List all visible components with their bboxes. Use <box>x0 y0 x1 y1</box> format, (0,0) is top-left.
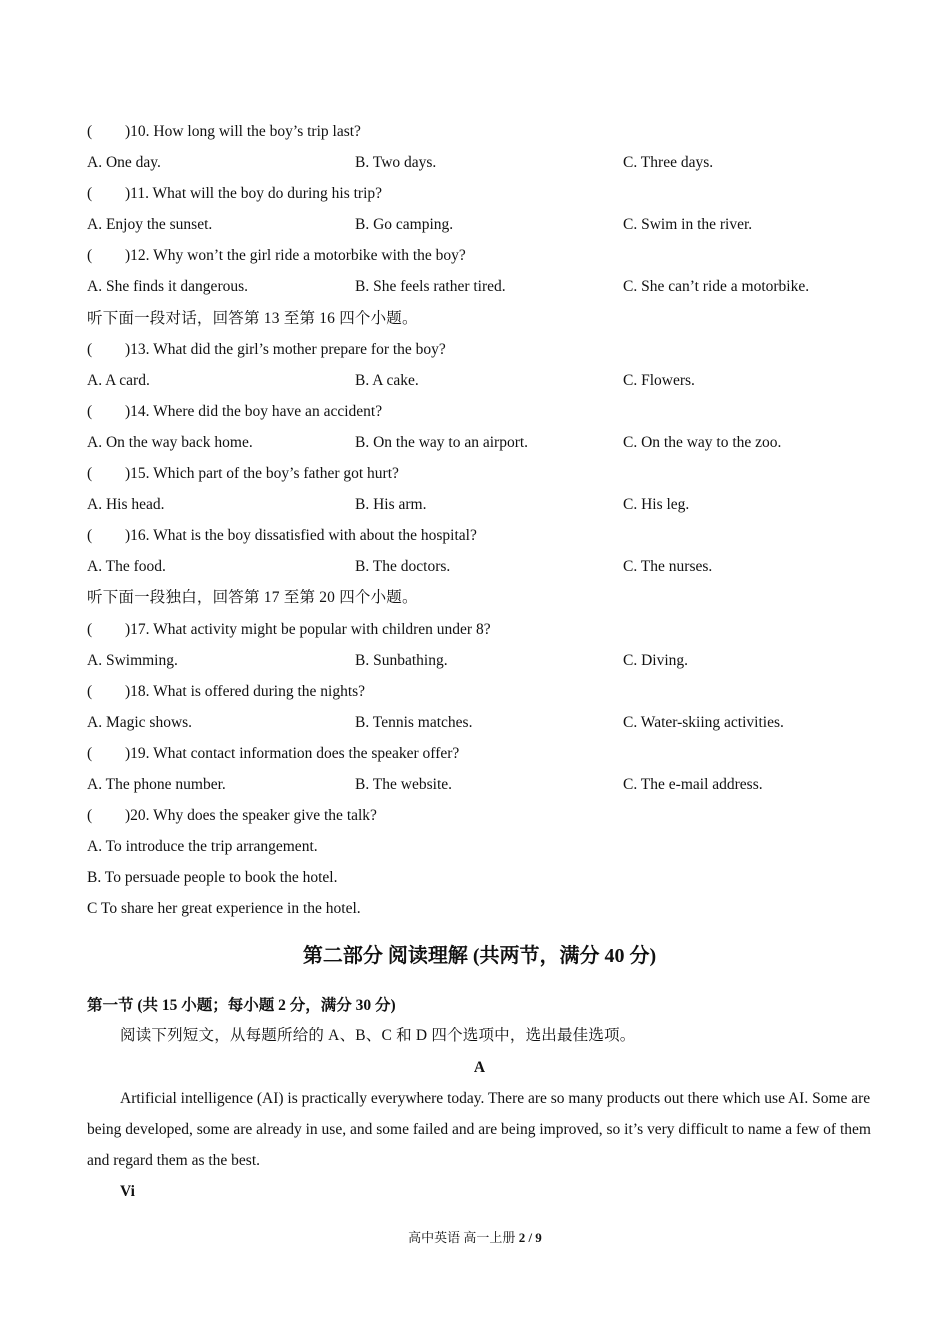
question-stem <box>87 116 872 147</box>
question-text: )14. Where did the boy have an accident? <box>125 402 383 420</box>
option-row <box>87 271 872 302</box>
option-a: A. On the way back home. <box>87 433 253 451</box>
option-a: A. She finds it dangerous. <box>87 278 249 296</box>
question-group-10-12 <box>87 116 872 303</box>
option-a: A. The phone number. <box>87 775 226 793</box>
answer-blank: ( <box>87 744 93 762</box>
option-row <box>87 551 872 582</box>
answer-blank: ( <box>87 185 93 203</box>
option-b: B. The website. <box>355 775 453 793</box>
page-footer <box>0 1227 950 1246</box>
question-text: )13. What did the girl’s mother prepare for the boy? <box>125 340 446 358</box>
answer-blank: ( <box>87 682 93 700</box>
section-one-instruction: 阅读下列短文，从每题所给的 A、B、C 和 D 四个选项中，选出最佳选项。 <box>120 1027 636 1045</box>
part-two-title: 第二部分 阅读理解 (共两节，满分 40 分) <box>302 945 657 968</box>
answer-blank: ( <box>87 340 93 358</box>
instruction-17-20: 听下面一段独白，回答第 17 至第 20 四个小题。 <box>87 589 418 607</box>
passage-subheading: Vi <box>120 1182 135 1200</box>
question-20-stem <box>87 800 872 831</box>
option-a: A. Enjoy the sunset. <box>87 216 213 234</box>
question-stem <box>87 178 872 209</box>
page-number: 2 / 9 <box>518 1230 542 1245</box>
question-20-option-a: A. To introduce the trip arrangement. <box>87 838 318 856</box>
question-text: )11. What will the boy do during his trip? <box>125 185 383 203</box>
answer-blank: ( <box>87 465 93 483</box>
answer-blank: ( <box>87 527 93 545</box>
option-c: C. The e-mail address. <box>623 775 763 793</box>
option-b: B. She feels rather tired. <box>355 278 506 296</box>
option-row <box>87 769 872 800</box>
question-text: )20. Why does the speaker give the talk? <box>125 807 377 825</box>
option-c: C. Diving. <box>623 651 689 669</box>
question-group-13-16 <box>87 334 872 583</box>
question-stem <box>87 738 872 769</box>
question-stem <box>87 614 872 645</box>
option-c: C. Flowers. <box>623 371 695 389</box>
option-row <box>87 489 872 520</box>
question-text: )19. What contact information does the speaker offer? <box>125 744 460 762</box>
option-b: B. The doctors. <box>355 558 451 576</box>
option-c: C. On the way to the zoo. <box>623 433 782 451</box>
exam-page <box>87 116 872 1207</box>
option-b: B. His arm. <box>355 496 427 514</box>
option-row <box>87 147 872 178</box>
option-row <box>87 645 872 676</box>
option-row <box>87 365 872 396</box>
question-stem <box>87 458 872 489</box>
question-text: )10. How long will the boy’s trip last? <box>125 123 361 140</box>
answer-blank: ( <box>87 123 93 140</box>
passage-paragraph: Artificial intelligence (AI) is practically everywhere today. There are so many products out there which use AI. Some are being developed, some are already in use, and some failed and are being improved, so it’s very difficult to name a few of them and regard them as the best. <box>87 1089 871 1169</box>
instruction-13-16: 听下面一段对话，回答第 13 至第 16 四个小题。 <box>87 309 418 327</box>
option-c: C. Swim in the river. <box>623 216 753 234</box>
footer-subject: 高中英语 高一上册 <box>408 1230 516 1245</box>
option-a: A. Magic shows. <box>87 713 193 731</box>
passage-label: A <box>473 1058 486 1076</box>
question-20-option-c: C To share her great experience in the hotel. <box>87 900 361 918</box>
answer-blank: ( <box>87 247 93 265</box>
option-row <box>87 427 872 458</box>
question-20-option-b: B. To persuade people to book the hotel. <box>87 869 338 887</box>
option-c: C. Three days. <box>623 154 714 172</box>
question-text: )12. Why won’t the girl ride a motorbike with the boy? <box>125 247 466 265</box>
question-stem <box>87 676 872 707</box>
question-text: )17. What activity might be popular with children under 8? <box>125 620 491 638</box>
question-text: )15. Which part of the boy’s father got hurt? <box>125 465 399 483</box>
question-text: )16. What is the boy dissatisfied with about the hospital? <box>125 527 477 545</box>
option-a: A. Swimming. <box>87 651 178 669</box>
question-stem <box>87 240 872 271</box>
section-one-title: 第一节 (共 15 小题；每小题 2 分，满分 30 分) <box>87 997 396 1015</box>
question-group-17-19 <box>87 614 872 801</box>
option-b: B. Sunbathing. <box>355 651 448 669</box>
option-b: B. Two days. <box>355 154 437 172</box>
option-b: B. Tennis matches. <box>355 713 473 731</box>
option-b: B. On the way to an airport. <box>355 433 529 451</box>
option-a: A. The food. <box>87 558 166 576</box>
option-c: C. His leg. <box>623 496 690 514</box>
answer-blank: ( <box>87 402 93 420</box>
answer-blank: ( <box>87 807 93 825</box>
option-b: B. Go camping. <box>355 216 454 234</box>
question-text: )18. What is offered during the nights? <box>125 682 366 700</box>
option-a: A. A card. <box>87 371 150 389</box>
option-row <box>87 209 872 240</box>
option-a: A. His head. <box>87 496 165 514</box>
option-c: C. She can’t ride a motorbike. <box>623 278 810 296</box>
option-b: B. A cake. <box>355 371 419 389</box>
answer-blank: ( <box>87 620 93 638</box>
question-stem <box>87 334 872 365</box>
option-c: C. The nurses. <box>623 558 713 576</box>
option-a: A. One day. <box>87 154 161 172</box>
option-c: C. Water-skiing activities. <box>623 713 784 731</box>
question-stem <box>87 520 872 551</box>
option-row <box>87 707 872 738</box>
question-stem <box>87 396 872 427</box>
